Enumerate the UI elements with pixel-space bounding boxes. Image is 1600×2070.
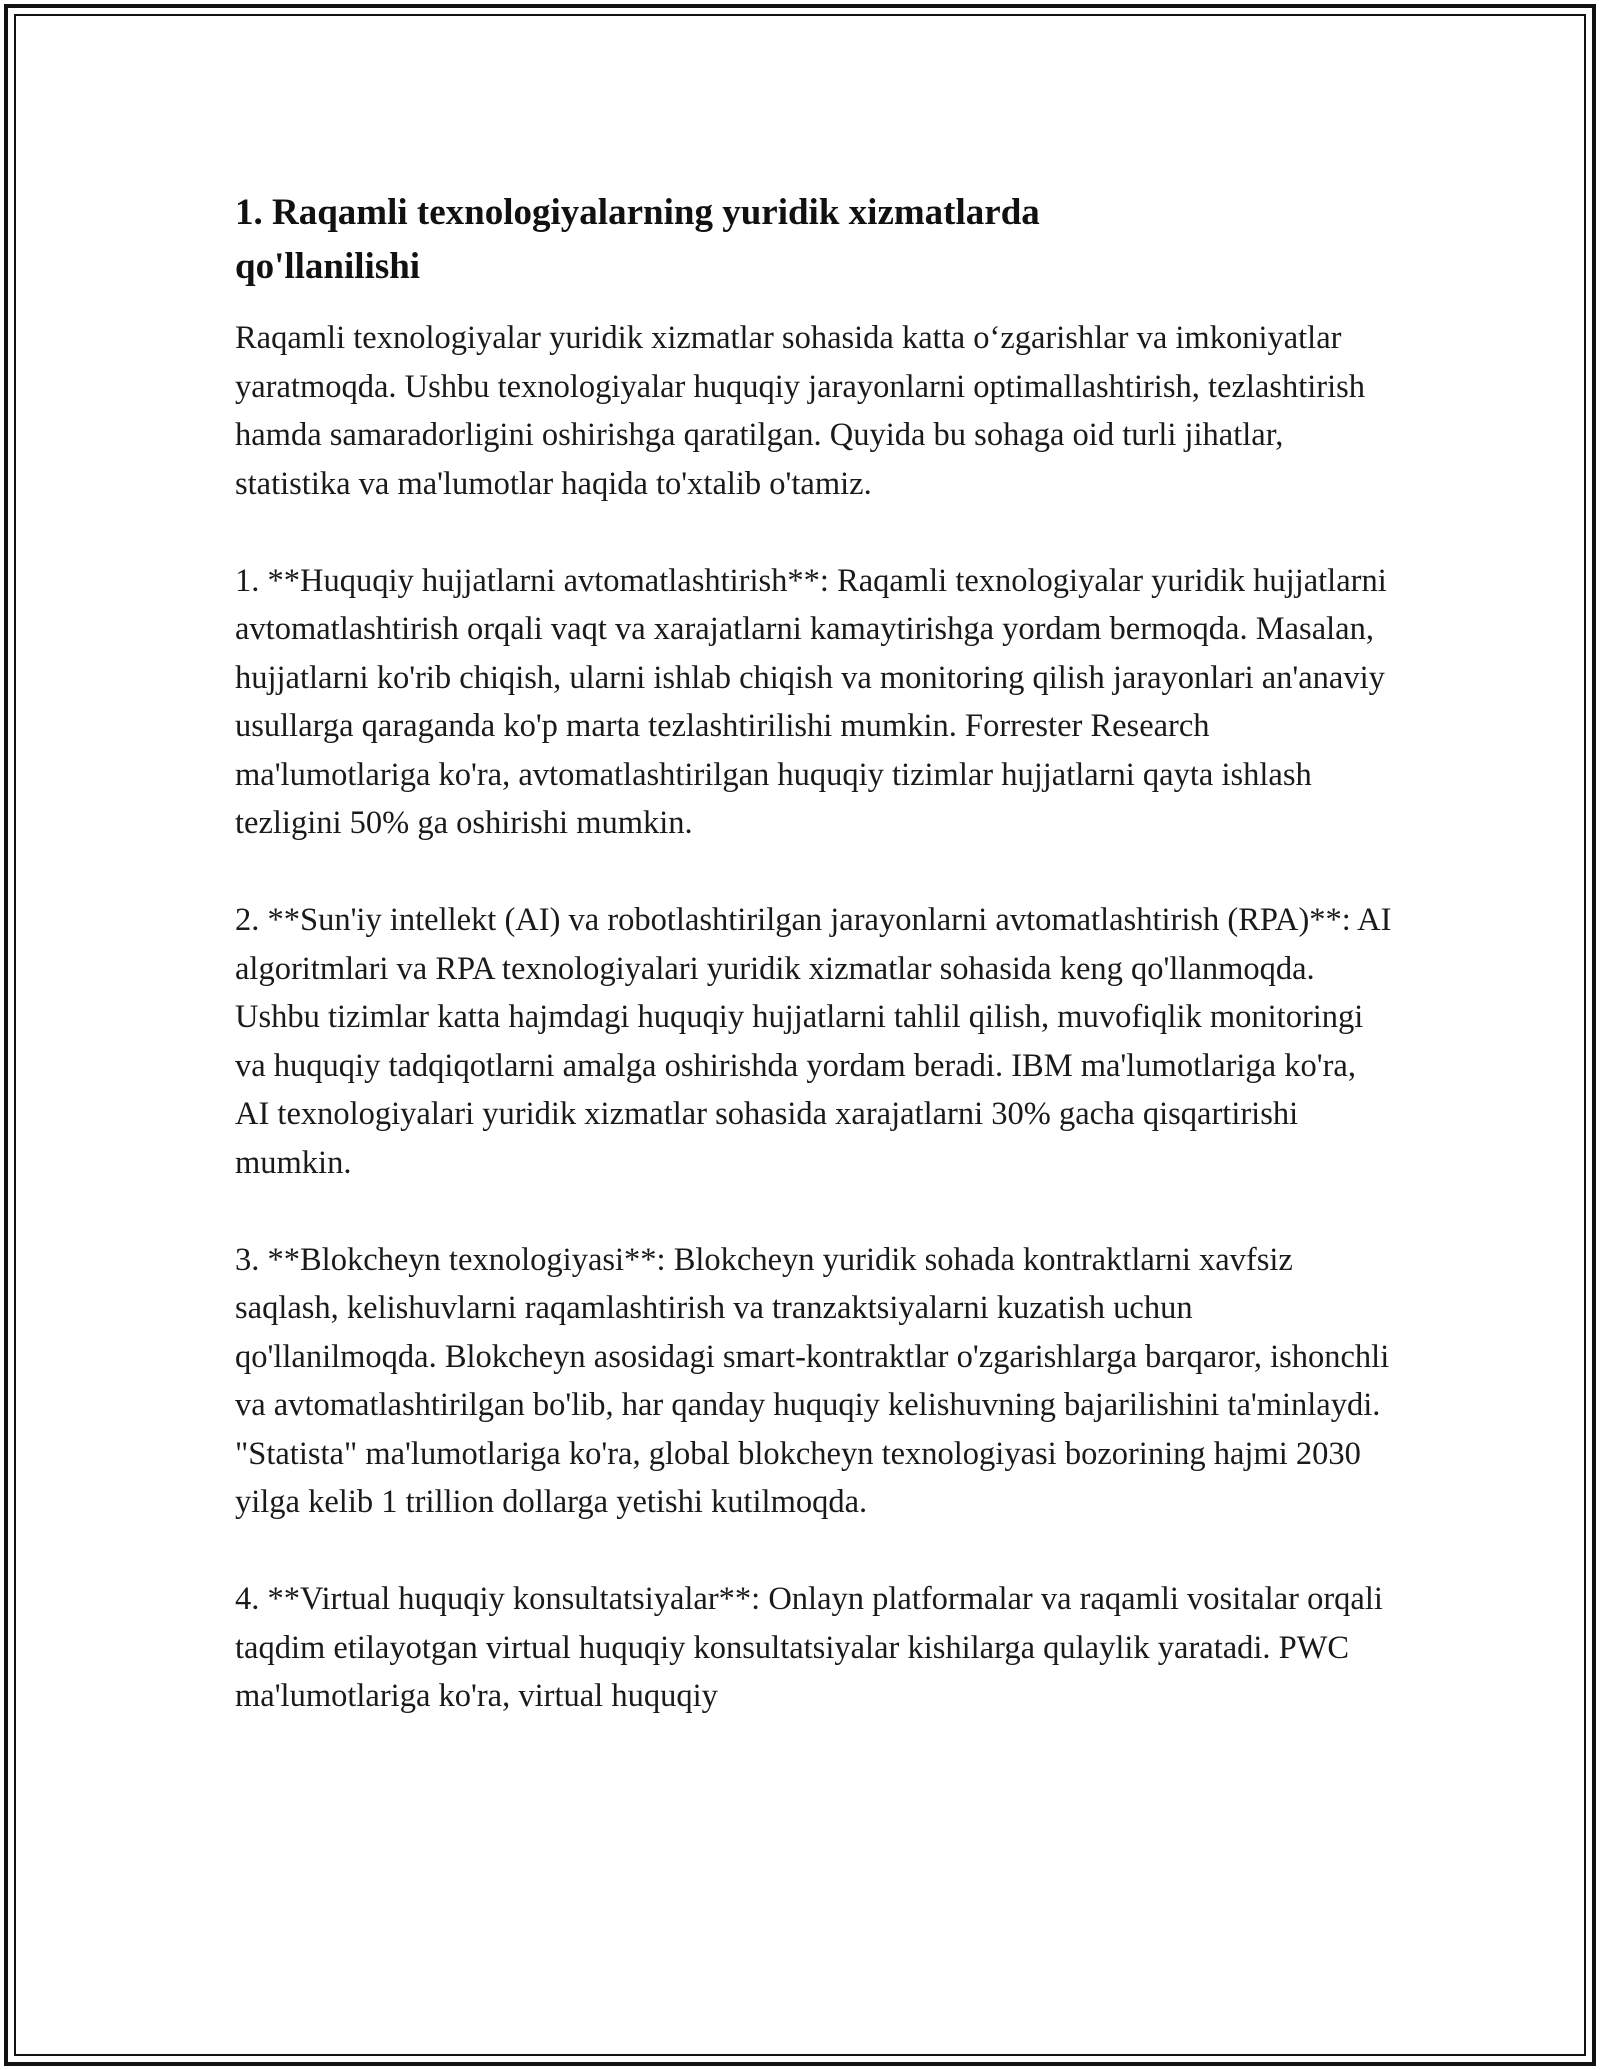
paragraph-blockchain: 3. **Blokcheyn texnologiyasi**: Blokcheyn yuridik sohada kontraktlarni xavfsiz saqlash, kelishuvlarni raqamlashtirish va tranzaktsiyalarni kuzatish uchun qo'llanilmoqda. Blokcheyn asosidagi smart-kontraktlar o'zgarishlarga barqaror, ishonchli va avtomatlashtirilgan bo'lib, har qanday huquqiy kelishuvning bajarilishini ta'minlaydi. "Statista" ma'lumotlariga ko'ra, global blokcheyn texnologiyasi bozorining hajmi 2030 yilga kelib 1 trillion dollarga yetishi kutilmoqda. <box>235 1241 1390 1520</box>
paragraph-virtual-consultations: 4. **Virtual huquqiy konsultatsiyalar**: Onlayn platformalar va raqamli vositalar orqali taqdim etilayotgan virtual huquqiy konsultatsiyalar kishilarga qulaylik yaratadi. PWC ma'lumotlariga ko'ra, virtual huquqiy <box>235 1581 1383 1714</box>
paragraph-ai-rpa: 2. **Sun'iy intellekt (AI) va robotlashtirilgan jarayonlarni avtomatlashtirish (RPA)**: AI algoritmlari va RPA texnologiyalari yuridik xizmatlar sohasida keng qo'llanmoqda. Ushbu tizimlar katta hajmdagi huquqiy hujjatlarni tahlil qilish, muvofiqlik monitoringi va huquqiy tadqiqotlarni amalga oshirishda yordam beradi. IBM ma'lumotlariga ko'ra, AI texnologiyalari yuridik xizmatlar sohasida xarajatlarni 30% gacha qisqartirishi mumkin. <box>235 902 1392 1181</box>
page-title: 1. Raqamli texnologiyalarning yuridik xizmatlarda qo'llanilishi <box>235 192 1040 287</box>
intro-paragraph: Raqamli texnologiyalar yuridik xizmatlar sohasida katta o‘zgarishlar va imkoniyatlar yaratmoqda. Ushbu texnologiyalar huquqiy jarayonlarni optimallashtirish, tezlashtirish hamda samaradorligini oshirishga qaratilgan. Quyida bu sohaga oid turli jihatlar, statistika va ma'lumotlar haqida to'xtalib o'tamiz. <box>235 320 1366 502</box>
paragraph-document-automation: 1. **Huquqiy hujjatlarni avtomatlashtirish**: Raqamli texnologiyalar yuridik hujjatlarni avtomatlashtirish orqali vaqt va xarajatlarni kamaytirishga yordam bermoqda. Masalan, hujjatlarni ko'rib chiqish, ularni ishlab chiqish va monitoring qilish jarayonlari an'anaviy usullarga qaraganda ko'p marta tezlashtirilishi mumkin. Forrester Research ma'lumotlariga ko'ra, avtomatlashtirilgan huquqiy tizimlar hujjatlarni qayta ishlash tezligini 50% ga oshirishi mumkin. <box>235 562 1387 841</box>
document-body <box>235 186 1395 1769</box>
